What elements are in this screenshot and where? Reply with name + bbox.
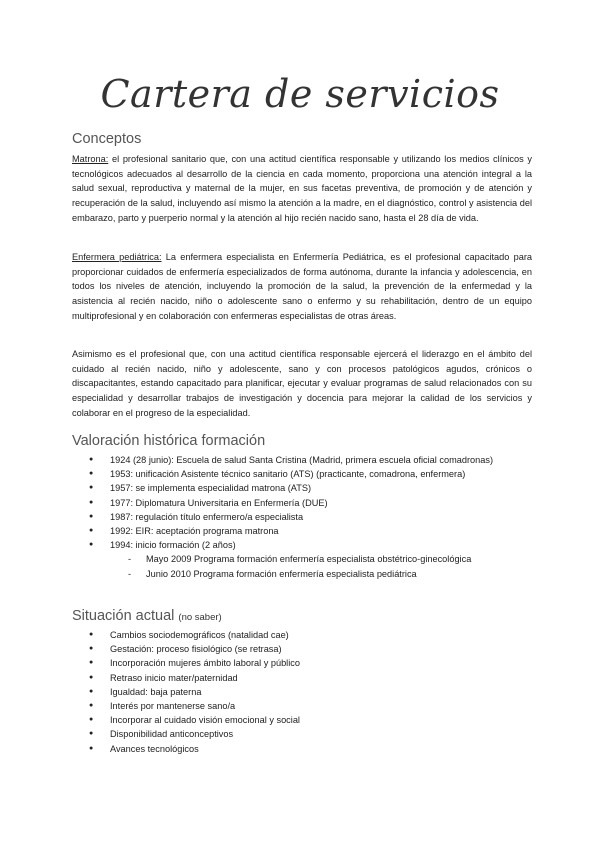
list-valoracion — [72, 453, 532, 581]
definition-matrona: el profesional sanitario que, con una actitud científica responsable y utilizando los medios clínicos y tecnológicos adecuados al desarrollo de la ciencia en cada momento, proporciona una atención integral a la salud sexual, reproductiva y maternal de la mujer, en sus facetas preventiva, de promoción y de atención y recuperación de la salud, incluyendo así mismo la atención a la madre, en el diagnóstico, control y asistencia del embarazo, parto y puerperio normal y la atención al hijo recién nacido sano, hasta el 28 día de vida. — [72, 154, 532, 223]
list-item-with-sublist — [72, 538, 532, 581]
list-item: ● Igualdad: baja paterna — [72, 685, 532, 699]
sublist-programas — [110, 552, 532, 580]
term-matrona: Matrona: — [72, 154, 109, 164]
list-item: ● 1953: unificación Asistente técnico sanitario (ATS) (practicante, comadrona, enfermera) — [72, 467, 532, 481]
page-title: Cartera de servicios — [100, 72, 500, 116]
heading-situacion-note: (no saber) — [178, 612, 222, 623]
list-item: ● 1992: EIR: aceptación programa matrona — [72, 524, 532, 538]
heading-conceptos: Conceptos — [72, 131, 142, 147]
term-enfermera: Enfermera pediátrica: — [72, 252, 162, 262]
list-item: ● 1957: se implementa especialidad matrona (ATS) — [72, 481, 532, 495]
list-item: ● Interés por mantenerse sano/a — [72, 699, 532, 713]
paragraph-asimismo: Asimismo es el profesional que, con una actitud científica responsable ejercerá el liderazgo en el ámbito del cuidado al recién nacido, niño y adolescente, sano y con procesos patológicos agudos, crónicos o discapacitantes, estando capacitado para planificar, ejecutar y evaluar programas de salud relacionados con su especialidad y desarrollar trabajos de investigación y docencia para mejorar la calidad de los servicios y colaborar en el progreso de la especialidad. — [72, 349, 532, 418]
list-item: ● Gestación: proceso fisiológico (se retrasa) — [72, 642, 532, 656]
list-item: ● 1924 (28 junio): Escuela de salud Santa Cristina (Madrid, primera escuela oficial comadronas) — [72, 453, 532, 467]
list-item: ● Retraso inicio mater/paternidad — [72, 671, 532, 685]
paragraph-enfermera — [72, 250, 532, 324]
heading-valoracion: Valoración histórica formación — [72, 433, 266, 449]
list-item: 1994: inicio formación (2 años) — [110, 540, 236, 551]
list-item: ● Cambios sociodemográficos (natalidad cae) — [72, 628, 532, 642]
list-item: ● Incorporar al cuidado visión emocional y social — [72, 713, 532, 727]
heading-situacion-text: Situación actual — [72, 608, 175, 624]
list-item: ● 1977: Diplomatura Universitaria en Enfermería (DUE) — [72, 496, 532, 510]
sublist-item: - Junio 2010 Programa formación enfermería especialista pediátrica — [110, 567, 532, 581]
definition-enfermera: La enfermera especialista en Enfermería Pediátrica, es el profesional capacitado para proporcionar cuidados de enfermería especializados de forma autónoma, durante la infancia y adolescencia, en todos los niveles de atención, incluyendo la promoción de la salud, la prevención de la enfermedad y la asistencia al recién nacido, niño o adolescente sano o enfermo y su rehabilitación, dentro de un equipo multiprofesional y en colaboración con enfermeras especialistas de otras áreas. — [72, 252, 532, 321]
list-item: ● 1987: regulación título enfermero/a especialista — [72, 510, 532, 524]
list-situacion — [72, 628, 532, 756]
paragraph-matrona — [72, 152, 532, 226]
heading-situacion — [72, 608, 222, 624]
list-item: ● Incorporación mujeres ámbito laboral y público — [72, 656, 532, 670]
sublist-item: - Mayo 2009 Programa formación enfermería especialista obstétrico-ginecológica — [110, 552, 532, 566]
list-item: ● Avances tecnológicos — [72, 742, 532, 756]
list-item: ● Disponibilidad anticonceptivos — [72, 727, 532, 741]
